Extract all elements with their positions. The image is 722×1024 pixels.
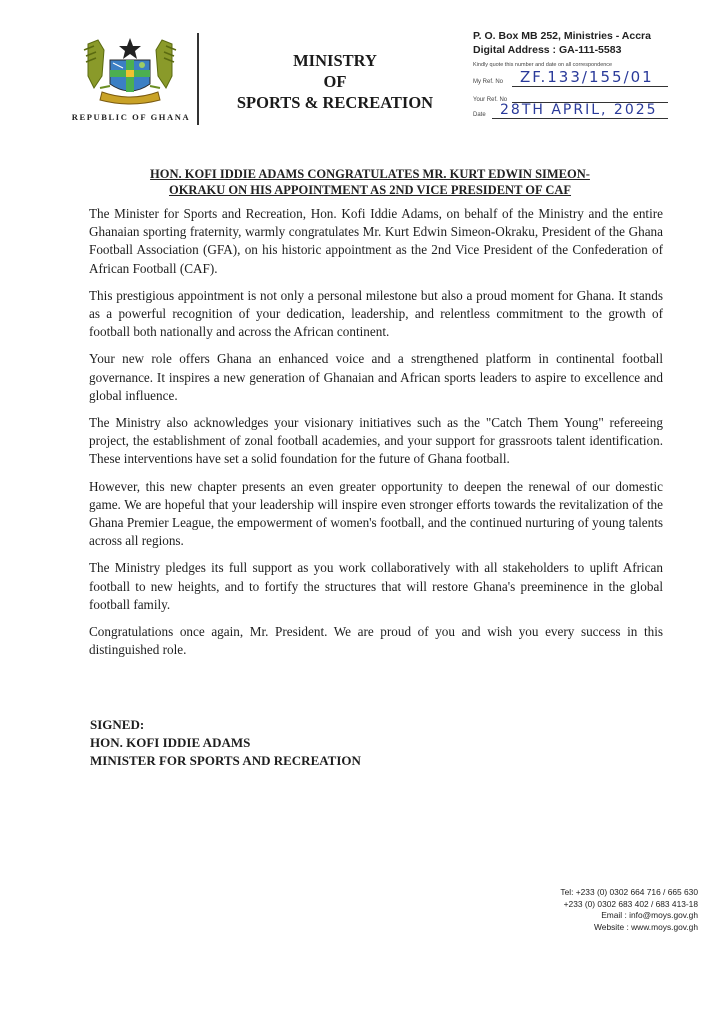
date-label: Date <box>473 112 486 118</box>
your-ref-label: Your Ref. No <box>473 97 508 103</box>
ministry-line-2: OF <box>323 72 347 91</box>
press-release-title <box>90 166 650 198</box>
ghana-coat-of-arms-icon <box>80 36 180 108</box>
letter-body <box>89 205 663 668</box>
paragraph: This prestigious appointment is not only a personal milestone but also a proud moment for Ghana. It stands as a powerful recognition of your dedication, leadership, and relentless commitment to the growth of football both nationally and across the African continent. <box>89 287 663 340</box>
footer-contact <box>560 887 698 933</box>
paragraph: Congratulations once again, Mr. President. We are proud of you and wish you every success in this distinguished role. <box>89 624 663 658</box>
paragraph: The Ministry pledges its full support as you work collaboratively with all stakeholders to uplift African football to new heights, and to fortify the structures that will restore Ghana's preeminence in the global football family. <box>89 560 663 612</box>
ministry-line-1: MINISTRY <box>293 51 377 70</box>
signature-block <box>90 716 361 770</box>
ministry-address-block <box>473 29 713 57</box>
date-value: 28TH APRIL, 2025 <box>500 102 658 118</box>
paragraph: The Ministry also acknowledges your visionary initiatives such as the "Catch Them Young" refereeing project, the establishment of zonal football academies, and your support for grassroots talent identification. These interventions have set a solid foundation for the future of Ghana football. <box>89 415 663 467</box>
paragraph: Your new role offers Ghana an enhanced voice and a strengthened platform in continental football governance. It inspires a new generation of Ghanaian and African sports leaders to aspire to excellence and global influence. <box>89 351 663 403</box>
title-line-2: OKRAKU ON HIS APPOINTMENT AS 2ND VICE PRESIDENT OF CAF <box>168 183 572 197</box>
my-ref-label: My Ref. No <box>473 79 504 85</box>
title-line-1: HON. KOFI IDDIE ADAMS CONGRATULATES MR. KURT EDWIN SIMEON- <box>150 167 590 181</box>
date-underline <box>492 118 668 119</box>
letterhead <box>0 0 722 140</box>
quote-note: Kindly quote this number and date on all correspondence <box>473 62 613 68</box>
header-divider <box>197 33 199 125</box>
crest-caption: REPUBLIC OF GHANA <box>71 112 191 122</box>
signatory-name: HON. KOFI IDDIE ADAMS <box>90 735 251 750</box>
footer-tel-1: Tel: +233 (0) 0302 664 716 / 665 630 <box>560 887 698 897</box>
ministry-line-3: SPORTS & RECREATION <box>236 93 434 112</box>
my-ref-underline <box>512 86 668 87</box>
paragraph: The Minister for Sports and Recreation, Hon. Kofi Iddie Adams, on behalf of the Ministry and the entire Ghanaian sporting fraternity, warmly congratulates Mr. Kurt Edwin Simeon-Okraku, President of the Ghana Football Association (GFA), on his historic appointment as the 2nd Vice President of the Confederation of African Football (CAF). <box>89 206 663 276</box>
my-ref-value: ZF.133/155/01 <box>520 68 654 86</box>
postal-address: P. O. Box MB 252, Ministries - Accra <box>473 30 651 42</box>
footer-tel-2: +233 (0) 0302 683 402 / 683 413-18 <box>563 898 698 909</box>
signatory-position: MINISTER FOR SPORTS AND RECREATION <box>90 753 361 768</box>
ministry-name <box>215 50 455 113</box>
signed-label: SIGNED: <box>90 717 145 732</box>
footer-website: Website : www.moys.gov.gh <box>594 921 698 932</box>
paragraph: However, this new chapter presents an even greater opportunity to deepen the renewal of our domestic game. We are hopeful that your leadership will inspire even stronger efforts towards the revitalization of the Ghana Premier League, the empowerment of women's football, and the continued nurturing of young talents across all regions. <box>89 478 663 549</box>
footer-email: Email : info@moys.gov.gh <box>601 910 698 920</box>
digital-address: Digital Address : GA-111-5583 <box>473 44 622 56</box>
